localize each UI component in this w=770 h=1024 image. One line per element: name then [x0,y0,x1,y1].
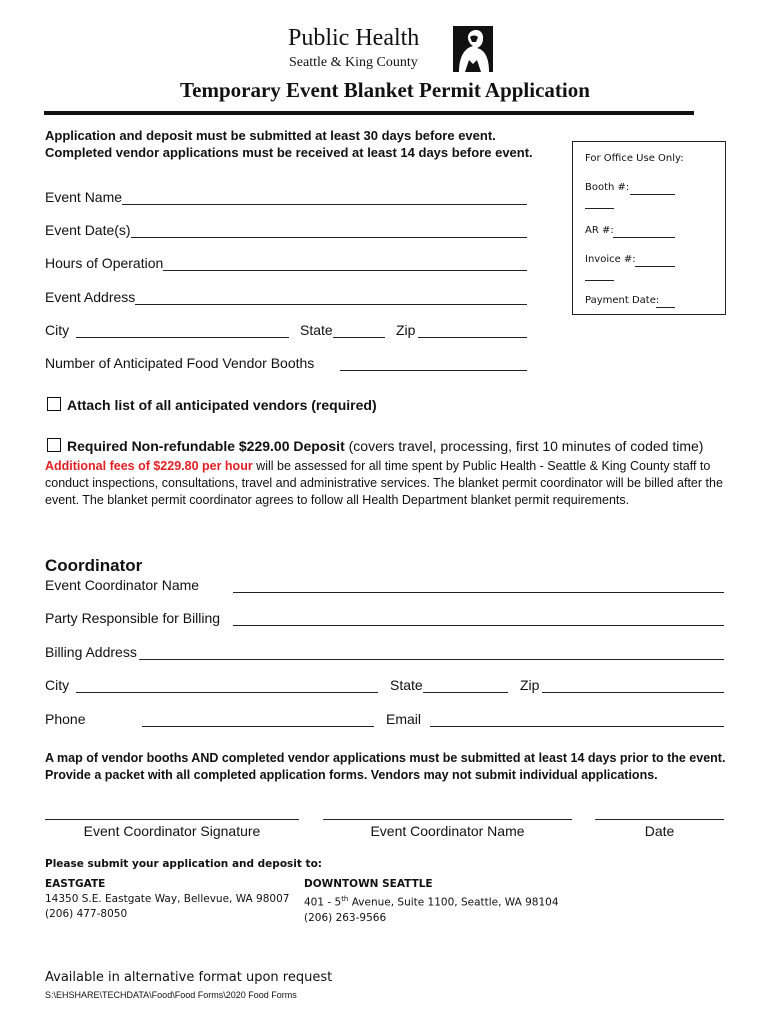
billing-party-label: Party Responsible for Billing [45,610,221,626]
downtown-address [304,892,559,911]
logo-org-name: Public Health [288,25,420,51]
office-invoice-label: Invoice #: [585,254,636,265]
office-invoice-line-2[interactable] [585,280,614,281]
event-address-label: Event Address [45,289,136,305]
event-city-label: City [45,322,70,338]
billing-address-field[interactable] [139,659,724,660]
downtown-address-pre: 401 - 5 [304,896,342,909]
logo-org-sub: Seattle & King County [289,55,418,70]
hours-label: Hours of Operation [45,255,164,271]
submit-heading: Please submit your application and deposit to: [45,858,322,870]
office-booth-label: Booth #: [585,182,630,193]
booths-field[interactable] [340,370,527,371]
deposit-checkbox-row [47,438,703,454]
office-payment-label: Payment Date: [585,295,660,306]
coord-zip-field[interactable] [542,692,724,693]
event-zip-field[interactable] [418,337,527,338]
phone-label: Phone [45,711,86,727]
event-state-label: State [300,322,333,338]
intro-line-2: Completed vendor applications must be received at least 14 days before event. [45,145,533,160]
file-path: S:\EHSHARE\TECHDATA\Food\Food Forms\2020 Food Forms [45,990,297,1000]
coord-city-field[interactable] [76,692,378,693]
hours-field[interactable] [163,270,527,271]
event-state-field[interactable] [333,337,385,338]
coordinator-heading: Coordinator [45,556,143,575]
billing-party-field[interactable] [233,625,724,626]
eastgate-phone: (206) 477-8050 [45,908,128,920]
phone-field[interactable] [142,726,374,727]
event-dates-field[interactable] [131,237,527,238]
submission-notice: A map of vendor booths AND completed vendor applications must be submitted at least 14 days prior to the event. Provide a packet with all completed application forms. Vendors may not submit individual applications. [45,751,726,782]
eastgate-office [45,877,289,922]
email-field[interactable] [430,726,724,727]
eastgate-name: EASTGATE [45,878,106,890]
vendors-checkbox[interactable] [47,397,61,411]
signature-label: Event Coordinator Signature [83,823,261,839]
title-rule [44,111,694,115]
downtown-office [304,877,559,926]
logo [288,24,498,76]
eastgate-address: 14350 S.E. Eastgate Way, Bellevue, WA 98007 [45,893,290,905]
event-name-field[interactable] [122,204,527,205]
coord-city-label: City [45,677,70,693]
downtown-name: DOWNTOWN SEATTLE [304,878,433,890]
fees-paragraph [45,458,725,509]
portrait-logo-icon [453,26,493,72]
office-use-box [572,141,726,315]
signature-field[interactable] [45,819,299,820]
office-invoice-line[interactable] [635,266,675,267]
office-booth-line-2[interactable] [585,208,614,209]
sig-date-label: Date [644,823,675,839]
event-address-field[interactable] [135,304,527,305]
deposit-label-detail: (covers travel, processing, first 10 minutes of coded time) [344,438,704,454]
deposit-checkbox[interactable] [47,438,61,452]
fees-text: will be assessed for all time spent by Public Health - Seattle & King County staff to conduct inspections, consultations, travel and administrative services. The blanket permit coordinator will be billed after the event. The blanket permit coordinator agrees to follow all Health Department blanket permit requirements. [45,459,723,507]
downtown-address-post: Avenue, Suite 1100, Seattle, WA 98104 [348,896,559,909]
event-zip-label: Zip [396,322,416,338]
billing-address-label: Billing Address [45,644,137,660]
downtown-address-sup: th [341,895,349,903]
coord-state-field[interactable] [423,692,508,693]
coordinator-name-label: Event Coordinator Name [45,577,200,593]
event-name-label: Event Name [45,189,123,205]
event-dates-label: Event Date(s) [45,222,131,238]
coord-state-label: State [390,677,423,693]
intro-line-1: Application and deposit must be submitted at least 30 days before event. [45,128,496,143]
coord-zip-label: Zip [520,677,540,693]
email-label: Email [386,711,422,727]
vendors-checkbox-row [47,397,377,413]
fees-highlight: Additional fees of $229.80 per hour [45,459,253,473]
booths-label: Number of Anticipated Food Vendor Booths [45,355,315,371]
event-city-field[interactable] [76,337,289,338]
office-heading: For Office Use Only: [585,153,684,164]
office-payment-line[interactable] [656,307,675,308]
sig-name-label: Event Coordinator Name [370,823,525,839]
sig-name-field[interactable] [323,819,572,820]
office-ar-line[interactable] [613,237,675,238]
vendors-checkbox-label: Attach list of all anticipated vendors (required) [67,397,377,413]
coordinator-name-field[interactable] [233,592,724,593]
office-booth-line[interactable] [630,194,675,195]
alt-format-note: Available in alternative format upon request [45,970,333,985]
deposit-label-bold: Required Non-refundable $229.00 Deposit [67,438,345,454]
downtown-phone: (206) 263-9566 [304,911,387,924]
office-ar-label: AR #: [585,225,614,236]
sig-date-field[interactable] [595,819,724,820]
page-title: Temporary Event Blanket Permit Application [180,78,590,102]
